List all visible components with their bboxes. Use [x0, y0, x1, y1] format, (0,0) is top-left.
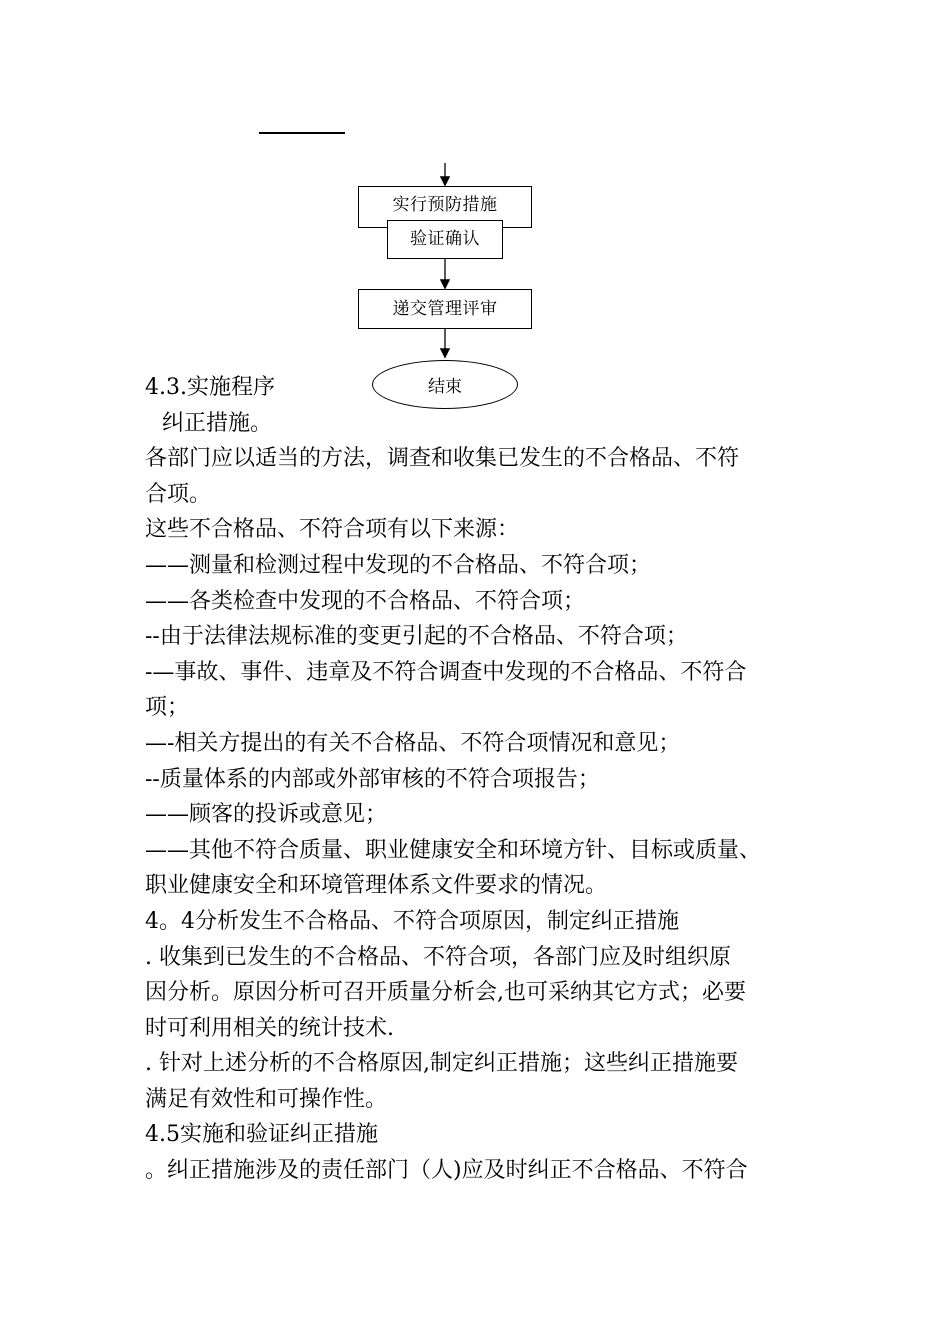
text-line: 各部门应以适当的方法，调查和收集已发生的不合格品、不符: [145, 446, 740, 472]
text-line: 项；: [145, 695, 190, 721]
heading-4-5: 4.5实施和验证纠正措施: [145, 1122, 378, 1148]
text-line: 因分析。原因分析可召开质量分析会,也可采纳其它方式；必要: [145, 980, 746, 1006]
text-line: 职业健康安全和环境管理体系文件要求的情况。: [145, 873, 608, 899]
list-item: --由于法律法规标准的变更引起的不合格品、不符合项；: [145, 624, 688, 650]
list-item: --质量体系的内部或外部审核的不符合项报告；: [145, 766, 600, 792]
document-body: [145, 370, 835, 1189]
text-line: . 收集到已发生的不合格品、不符合项，各部门应及时组织原: [145, 944, 731, 970]
flowchart: [0, 0, 950, 420]
list-item: -—事故、事件、违章及不符合调查中发现的不合格品、不符合: [145, 659, 747, 685]
text-line: . 针对上述分析的不合格原因,制定纠正措施；这些纠正措施要: [145, 1051, 738, 1077]
heading-4-4: 4。4分析发生不合格品、不符合项原因，制定纠正措施: [145, 908, 679, 934]
text-line: 这些不合格品、不符合项有以下来源：: [145, 517, 520, 543]
list-item: —-相关方提出的有关不合格品、不符合项情况和意见；: [145, 730, 681, 756]
flow-step-verify-label: 验证确认: [410, 229, 480, 249]
flow-step-management-review: [358, 289, 532, 329]
text-line: 。纠正措施涉及的责任部门（人)应及时纠正不合格品、不符合: [145, 1158, 748, 1184]
flow-step-verify: [387, 220, 503, 259]
list-item: ——顾客的投诉或意见；: [145, 802, 388, 828]
text-line: 时可利用相关的统计技术.: [145, 1015, 394, 1041]
flow-end-label: 结束: [428, 377, 462, 397]
text-line: 合项。: [145, 481, 212, 507]
list-item: ——其他不符合质量、职业健康安全和环境方针、目标或质量、: [145, 837, 762, 863]
flow-step-management-review-label: 递交管理评审: [392, 298, 498, 319]
heading-4-3: 4.3.实施程序: [145, 375, 275, 400]
text-line: 满足有效性和可操作性。: [145, 1086, 388, 1112]
flow-step-preventive-action-label: 实行预防措施: [392, 195, 498, 215]
list-item: ——各类检查中发现的不合格品、不符合项；: [145, 588, 586, 614]
text-line: 纠正措施。: [155, 410, 273, 436]
list-item: ——测量和检测过程中发现的不合格品、不符合项；: [145, 552, 652, 578]
